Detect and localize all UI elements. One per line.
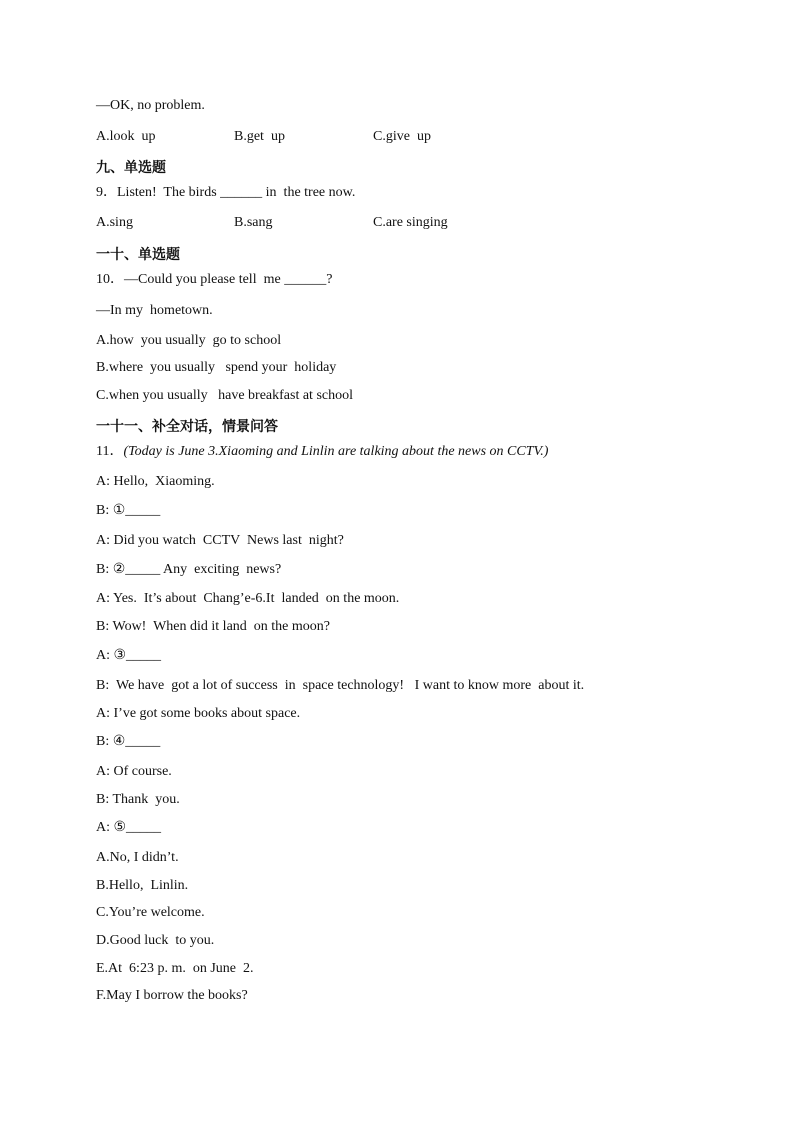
- dialogue-line: B: We have got a lot of success in space technology! I want to know more about it.: [96, 678, 585, 693]
- q10-question: 10．—Could you please tell me ______?: [96, 272, 333, 287]
- q11-option-a: A.No, I didn’t.: [96, 850, 179, 865]
- dialogue-line: A: ③_____: [96, 648, 162, 663]
- q9-heading: 九、单选题: [96, 160, 166, 176]
- dialogue-line: B: Thank you.: [96, 792, 180, 807]
- dialogue-line: B: ②_____ Any exciting news?: [96, 562, 282, 577]
- q11-heading: 一十一、补全对话，情景问答: [96, 419, 278, 435]
- dialogue-line: A: Did you watch CCTV News last night?: [96, 533, 344, 548]
- dialogue-line: A: Yes. It’s about Chang’e-6.It landed on the moon.: [96, 591, 400, 606]
- dialogue-line: A: Hello, Xiaoming.: [96, 474, 215, 489]
- dialogue-line: A: ⑤_____: [96, 820, 162, 835]
- q11-option-e: E.At 6:23 p. m. on June 2.: [96, 961, 254, 976]
- q8-answer-line: —OK, no problem.: [96, 98, 205, 113]
- dialogue-line: B: ①_____: [96, 503, 161, 518]
- q9-option-c: C.are singing: [373, 215, 448, 230]
- q10-heading: 一十、单选题: [96, 247, 180, 263]
- dialogue-line: B: ④_____: [96, 734, 161, 749]
- q10-option-c: C.when you usually have breakfast at school: [96, 388, 353, 403]
- q11-option-d: D.Good luck to you.: [96, 933, 215, 948]
- q9-option-a: A.sing: [96, 215, 133, 230]
- q10-option-a: A.how you usually go to school: [96, 333, 282, 348]
- q9-question: 9．Listen! The birds ______ in the tree now.: [96, 185, 356, 200]
- q10-option-b: B.where you usually spend your holiday: [96, 360, 337, 375]
- q8-option-b: B.get up: [234, 129, 285, 144]
- q8-option-a: A.look up: [96, 129, 156, 144]
- q10-reply: —In my hometown.: [96, 303, 213, 318]
- q11-option-b: B.Hello, Linlin.: [96, 878, 189, 893]
- dialogue-line: B: Wow! When did it land on the moon?: [96, 619, 330, 634]
- q8-option-c: C.give up: [373, 129, 431, 144]
- q11-prompt: [96, 443, 548, 461]
- q9-option-b: B.sang: [234, 215, 273, 230]
- dialogue-line: A: Of course.: [96, 764, 172, 779]
- q11-number: 11．: [96, 444, 124, 459]
- q11-option-f: F.May I borrow the books?: [96, 988, 248, 1003]
- dialogue-line: A: I’ve got some books about space.: [96, 706, 301, 721]
- q11-option-c: C.You’re welcome.: [96, 905, 205, 920]
- q11-intro: (Today is June 3.Xiaoming and Linlin are talking about the news on CCTV.): [123, 444, 549, 459]
